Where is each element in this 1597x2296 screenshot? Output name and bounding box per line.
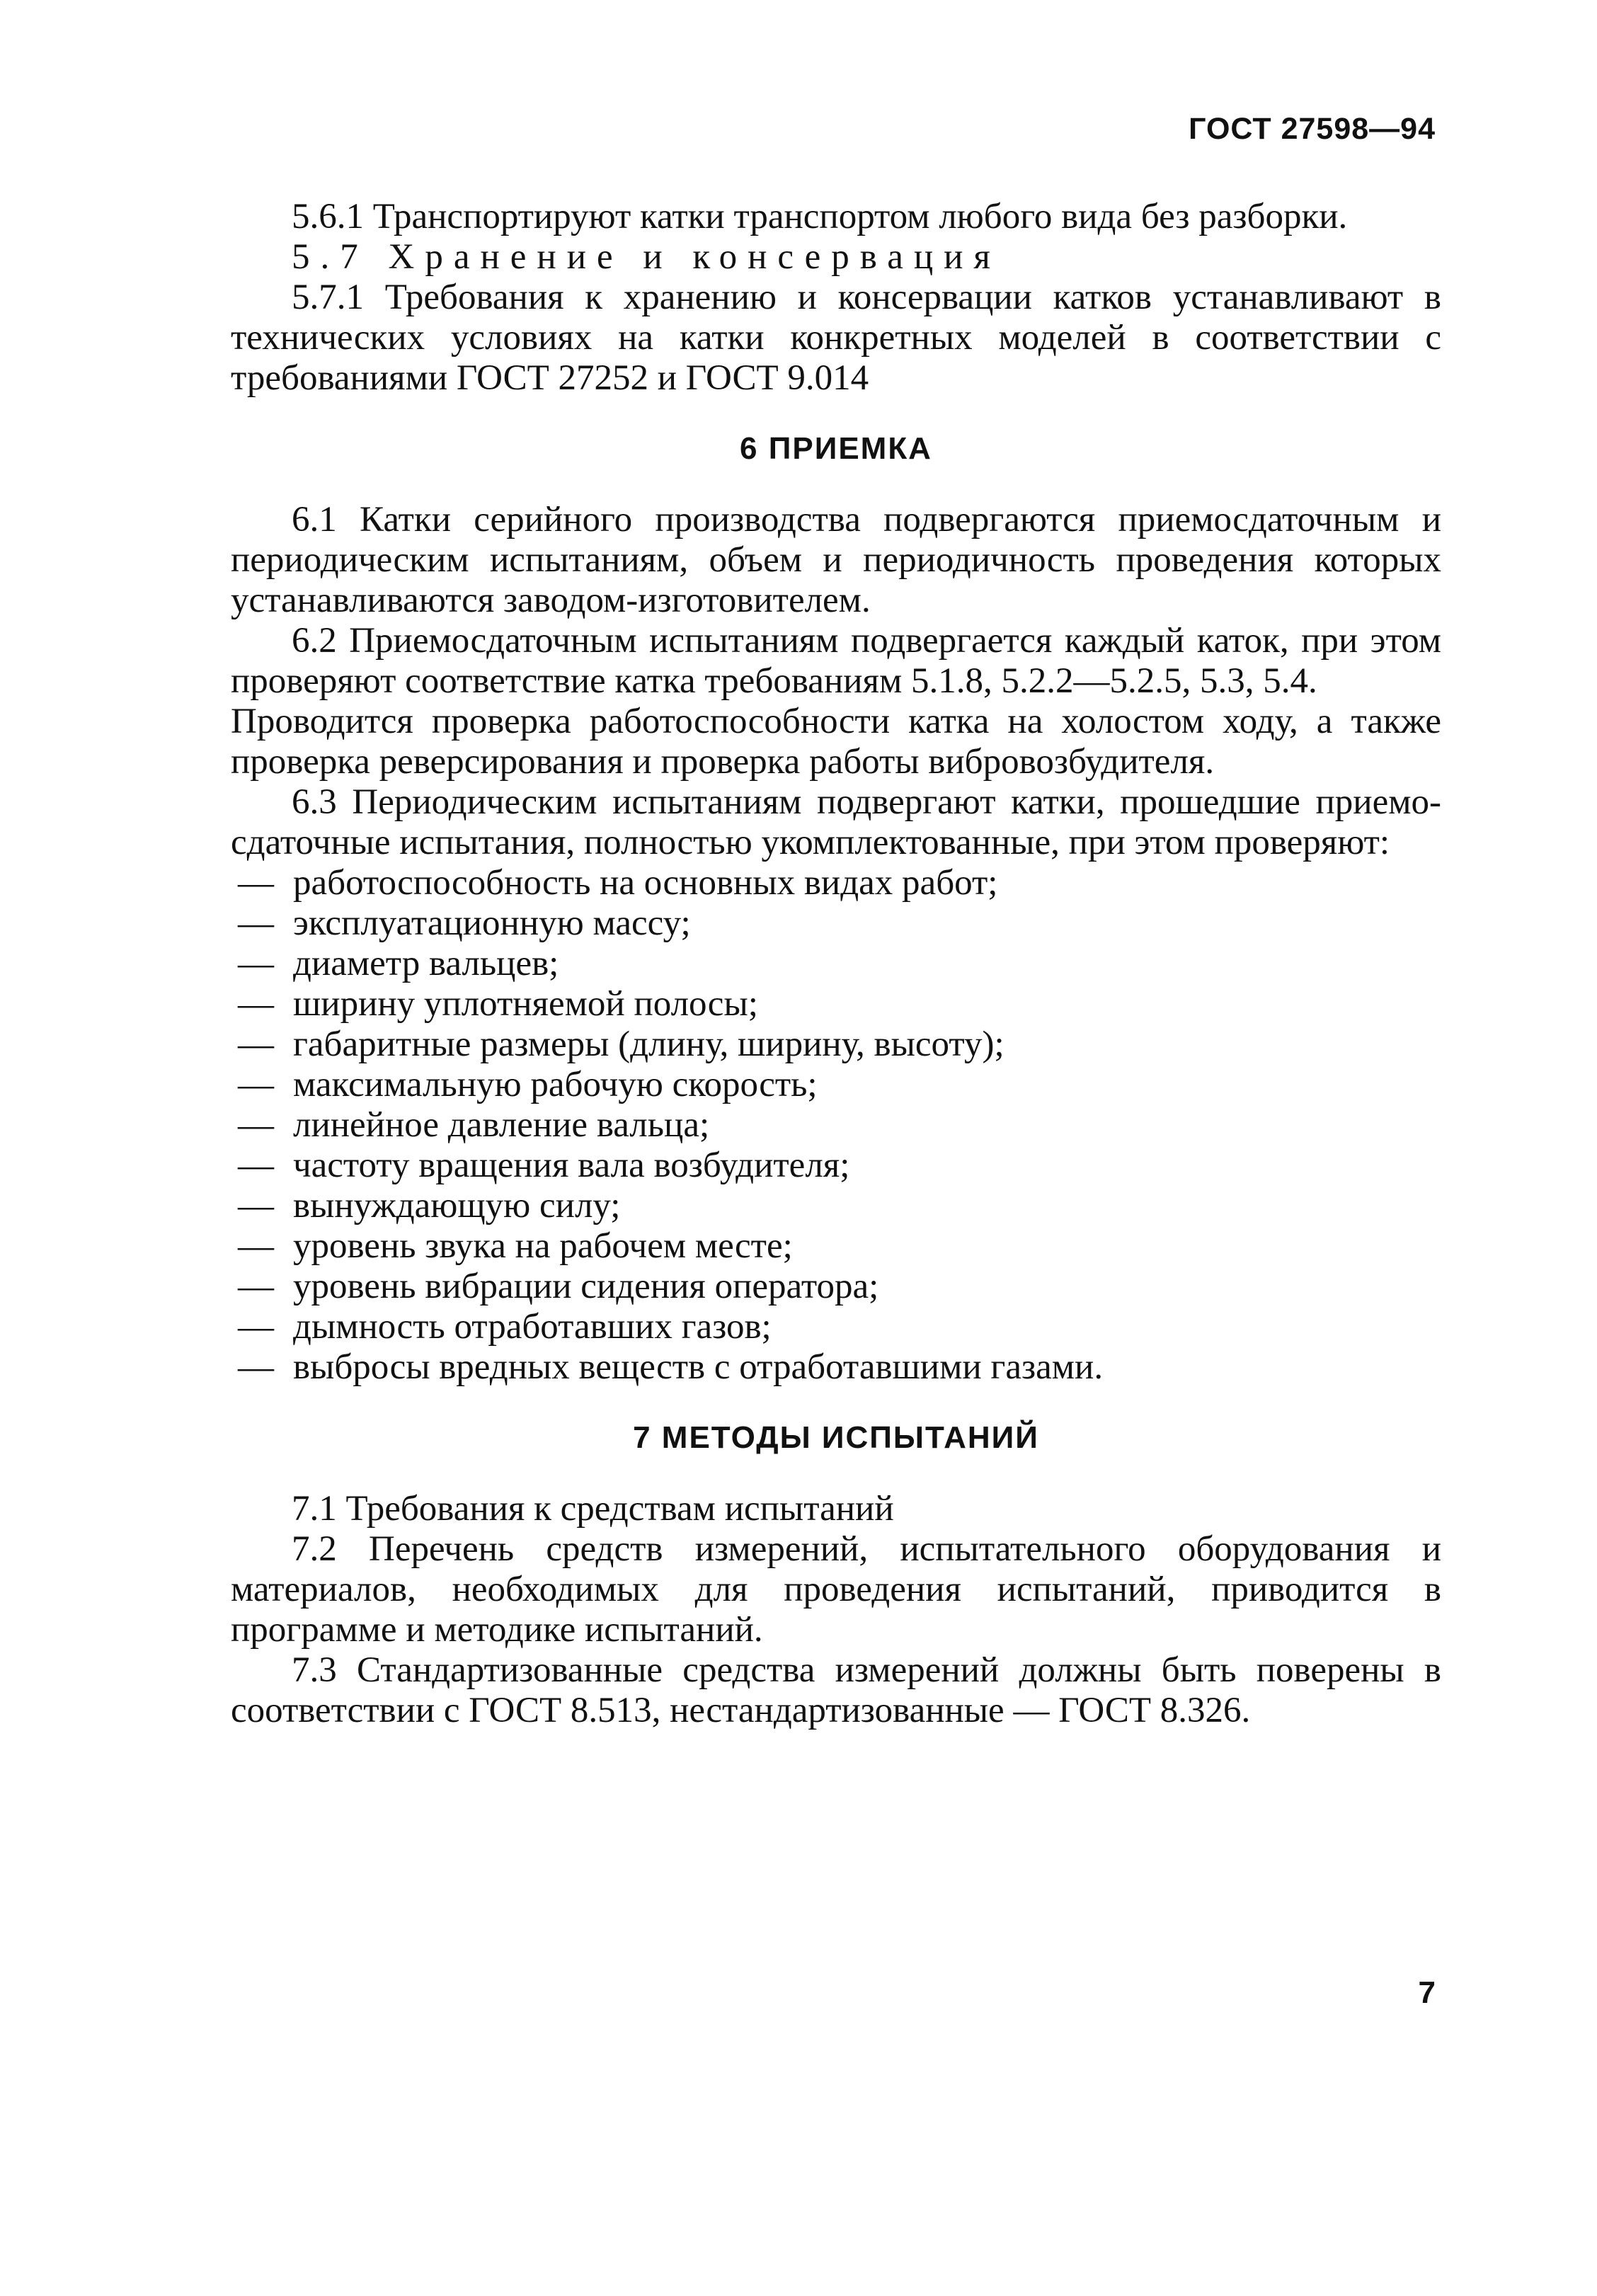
paragraph-6-1: 6.1 Катки серийного производства подвергаются приемосдаточным и периодическим испытаниям, объем и периодичность проведения которых устанавливаются заводом-изготовителем.: [231, 500, 1441, 620]
list-item: — эксплуатационную массу;: [238, 903, 691, 943]
section-heading-6: 6 ПРИЕМКА: [740, 431, 932, 466]
subsection-heading-5-7: 5.7 Хранение и консервация: [292, 237, 1001, 277]
list-dash: —: [238, 903, 274, 943]
list-dash: —: [238, 944, 274, 983]
list-item: — уровень звука на рабочем месте;: [238, 1226, 793, 1266]
list-dash: —: [238, 1105, 274, 1145]
paragraph-5-7-1: 5.7.1 Требования к хранению и консервации катков устанавливают в технических условиях на катки конкретных моделей в соответствии с требованиями ГОСТ 27252 и ГОСТ 9.014: [231, 278, 1441, 398]
list-item: — диаметр вальцев;: [238, 944, 559, 983]
list-item: — уровень вибрации сидения оператора;: [238, 1267, 879, 1306]
list-dash: —: [238, 1186, 274, 1226]
paragraph-6-2-continuation: Проводится проверка работоспособности катка на холостом ходу, а также проверка реверсирования и проверка работы вибровозбудителя.: [231, 702, 1441, 782]
list-item: — линейное давление вальца;: [238, 1105, 710, 1145]
list-dash: —: [238, 1024, 274, 1064]
list-item: — ширину уплотняемой полосы;: [238, 984, 758, 1024]
list-dash: —: [238, 1347, 274, 1387]
paragraph-5-6-1: 5.6.1 Транспортируют катки транспортом любого вида без разборки.: [292, 197, 1348, 236]
list-dash: —: [238, 984, 274, 1024]
check-list: [231, 863, 1441, 1388]
list-item: — вынуждающую силу;: [238, 1186, 621, 1226]
list-dash: —: [238, 1267, 274, 1306]
page-number: 7: [1418, 1975, 1436, 2010]
document-header: ГОСТ 27598—94: [1189, 112, 1436, 146]
list-item: — дымность отработавших газов;: [238, 1307, 772, 1347]
paragraph-7-2: 7.2 Перечень средств измерений, испытательного оборудования и материалов, необходимых для проведения испытаний, приводится в программе и методике испытаний.: [231, 1529, 1441, 1650]
list-item: — габаритные размеры (длину, ширину, высоту);: [238, 1024, 1004, 1064]
paragraph-6-2: 6.2 Приемосдаточным испытаниям подвергается каждый каток, при этом проверяют соответствие катка требованиям 5.1.8, 5.2.2—5.2.5, 5.3, 5.4.: [231, 621, 1441, 701]
list-item: — выбросы вредных веществ с отработавшими газами.: [238, 1347, 1104, 1387]
document-body: [231, 197, 1441, 1731]
list-item: — работоспособность на основных видах работ;: [238, 863, 998, 903]
list-dash: —: [238, 1226, 274, 1266]
paragraph-7-1: 7.1 Требования к средствам испытаний: [292, 1489, 894, 1529]
paragraph-6-3: 6.3 Периодическим испытаниям подвергают катки, прошедшие приемо-сдаточные испытания, полностью укомплектованные, при этом проверяют:: [231, 782, 1441, 862]
list-item: — максимальную рабочую скорость;: [238, 1065, 818, 1104]
paragraph-7-3: 7.3 Стандартизованные средства измерений должны быть поверены в соответствии с ГОСТ 8.513, нестандартизованные — ГОСТ 8.326.: [231, 1650, 1441, 1730]
list-dash: —: [238, 863, 274, 903]
list-item: — частоту вращения вала возбудителя;: [238, 1146, 850, 1185]
section-heading-7: 7 МЕТОДЫ ИСПЫТАНИЙ: [633, 1420, 1039, 1455]
list-dash: —: [238, 1146, 274, 1185]
list-dash: —: [238, 1307, 274, 1347]
list-dash: —: [238, 1065, 274, 1104]
